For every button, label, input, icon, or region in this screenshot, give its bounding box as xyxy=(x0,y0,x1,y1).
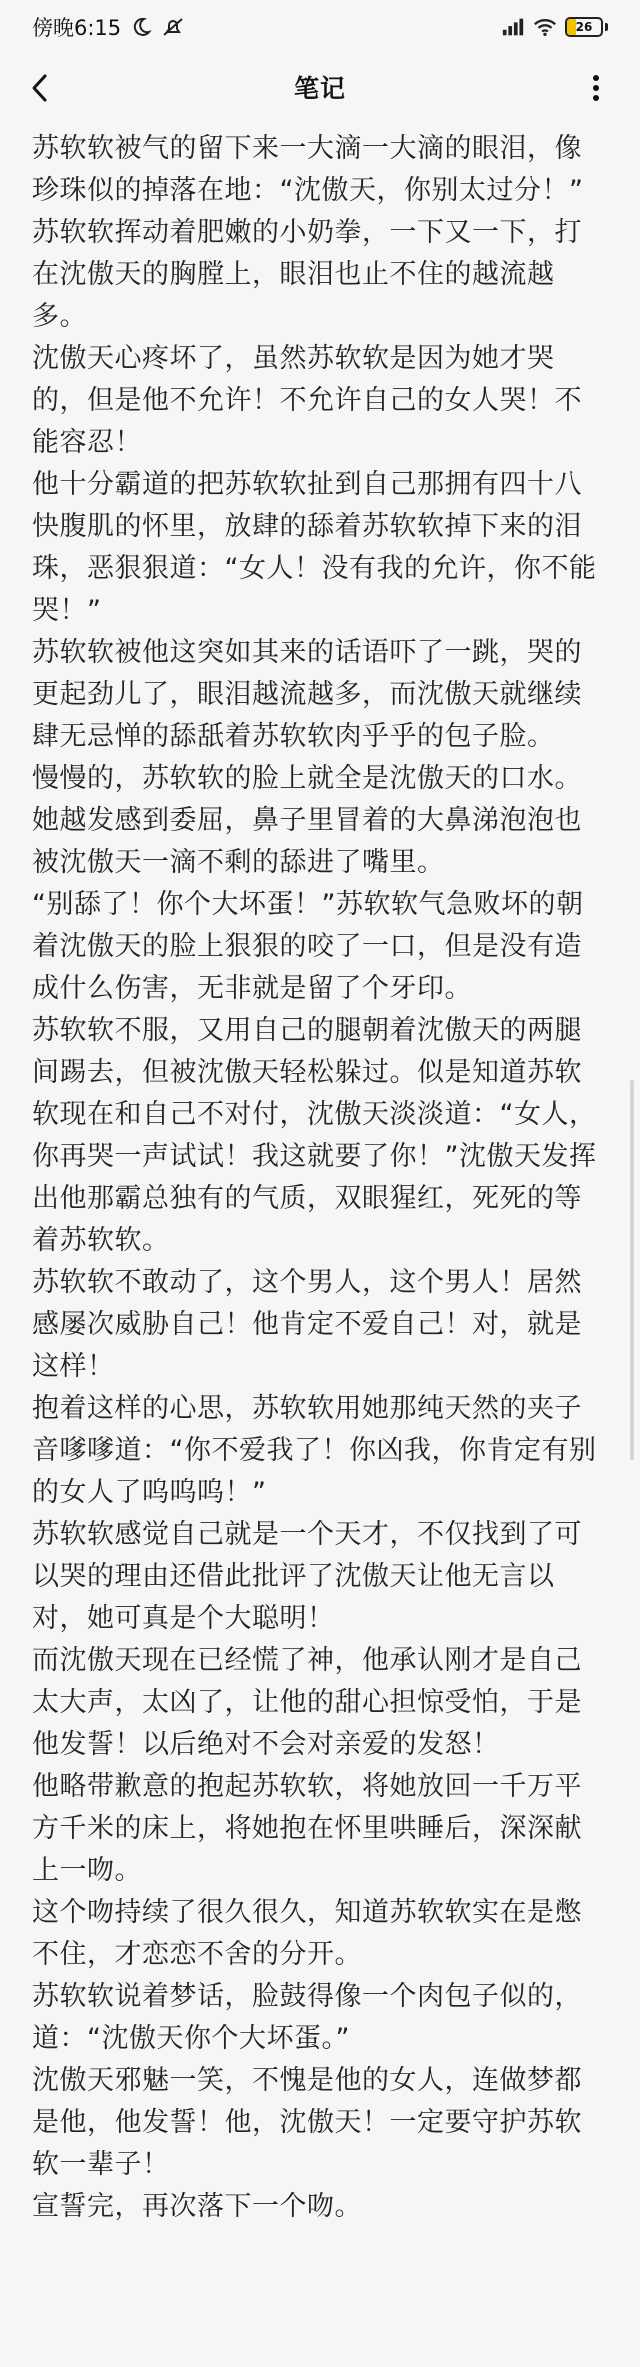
wifi-icon xyxy=(533,15,557,39)
note-paragraph: 沈傲天心疼坏了，虽然苏软软是因为她才哭的，但是他不允许！不允许自己的女人哭！不能容忍！ xyxy=(32,343,582,458)
note-paragraph: 他十分霸道的把苏软软扯到自己那拥有四十八快腹肌的怀里，放肆的舔着苏软软掉下来的泪珠，恶狠狠道：“女人！没有我的允许，你不能哭！” xyxy=(32,469,597,626)
note-paragraph: 抱着这样的心思，苏软软用她那纯天然的夹子音嗲嗲道：“你不爱我了！你凶我，你肯定有别的女人了呜呜呜！” xyxy=(32,1393,597,1508)
note-paragraph: 他略带歉意的抱起苏软软，将她放回一千万平方千米的床上，将她抱在怀里哄睡后，深深献上一吻。 xyxy=(32,1771,582,1886)
battery-icon xyxy=(565,17,608,37)
note-paragraph: 苏软软被他这突如其来的话语吓了一跳，哭的更起劲儿了，眼泪越流越多，而沈傲天就继续肆无忌惮的舔舐着苏软软肉乎乎的包子脸。 xyxy=(32,637,582,752)
status-right xyxy=(501,15,608,39)
more-vertical-icon xyxy=(592,74,600,102)
note-paragraph: 这个吻持续了很久很久，知道苏软软实在是憋不住，才恋恋不舍的分开。 xyxy=(32,1897,582,1970)
signal-icon xyxy=(501,15,525,39)
moon-icon xyxy=(129,15,153,39)
status-time: 傍晚6:15 xyxy=(32,16,122,40)
note-paragraph: 宣誓完，再次落下一个吻。 xyxy=(32,2191,362,2222)
mute-icon xyxy=(161,15,185,39)
status-left xyxy=(32,12,185,42)
status-bar xyxy=(0,0,640,54)
note-paragraph: “别舔了！你个大坏蛋！”苏软软气急败坏的朝着沈傲天的脸上狠狠的咬了一口，但是没有造成什么伤害，无非就是留了个牙印。 xyxy=(32,889,584,1004)
more-button[interactable] xyxy=(574,66,618,110)
note-paragraph: 苏软软感觉自己就是一个天才，不仅找到了可以哭的理由还借此批评了沈傲天让他无言以对，她可真是个大聪明！ xyxy=(32,1519,582,1634)
note-content[interactable] xyxy=(0,128,640,2228)
note-paragraph: 苏软软说着梦话，脸鼓得像一个肉包子似的，道：“沈傲天你个大坏蛋。” xyxy=(32,1981,582,2054)
app-header xyxy=(0,54,640,120)
note-paragraph: 慢慢的，苏软软的脸上就全是沈傲天的口水。 xyxy=(32,763,582,794)
note-paragraph: 苏软软挥动着肥嫩的小奶拳，一下又一下，打在沈傲天的胸膛上，眼泪也止不住的越流越多。 xyxy=(32,217,582,332)
note-paragraph: 苏软软被气的留下来一大滴一大滴的眼泪，像珍珠似的掉落在地：“沈傲天，你别太过分！” xyxy=(32,133,584,206)
note-paragraph: 苏软软不敢动了，这个男人，这个男人！居然感屡次威胁自己！他肯定不爱自己！对，就是这样！ xyxy=(32,1267,582,1382)
battery-percentage: 26 xyxy=(575,20,593,34)
note-paragraph: 她越发感到委屈，鼻子里冒着的大鼻涕泡泡也被沈傲天一滴不剩的舔进了嘴里。 xyxy=(32,805,582,878)
note-paragraph: 沈傲天邪魅一笑，不愧是他的女人，连做梦都是他，他发誓！他，沈傲天！一定要守护苏软软一辈子！ xyxy=(32,2065,582,2180)
chevron-left-icon xyxy=(29,73,51,103)
page-title: 笔记 xyxy=(293,74,346,103)
back-button[interactable] xyxy=(18,66,62,110)
note-paragraph: 而沈傲天现在已经慌了神，他承认刚才是自己太大声，太凶了，让他的甜心担惊受怕，于是他发誓！以后绝对不会对亲爱的发怒！ xyxy=(32,1645,582,1760)
note-paragraph: 苏软软不服，又用自己的腿朝着沈傲天的两腿间踢去，但被沈傲天轻松躲过。似是知道苏软软现在和自己不对付，沈傲天淡淡道：“女人，你再哭一声试试！我这就要了你！”沈傲天发挥出他那霸总独有的气质，双眼猩红，死死的等着苏软软。 xyxy=(32,1015,597,1256)
scrollbar[interactable] xyxy=(630,1080,634,1460)
